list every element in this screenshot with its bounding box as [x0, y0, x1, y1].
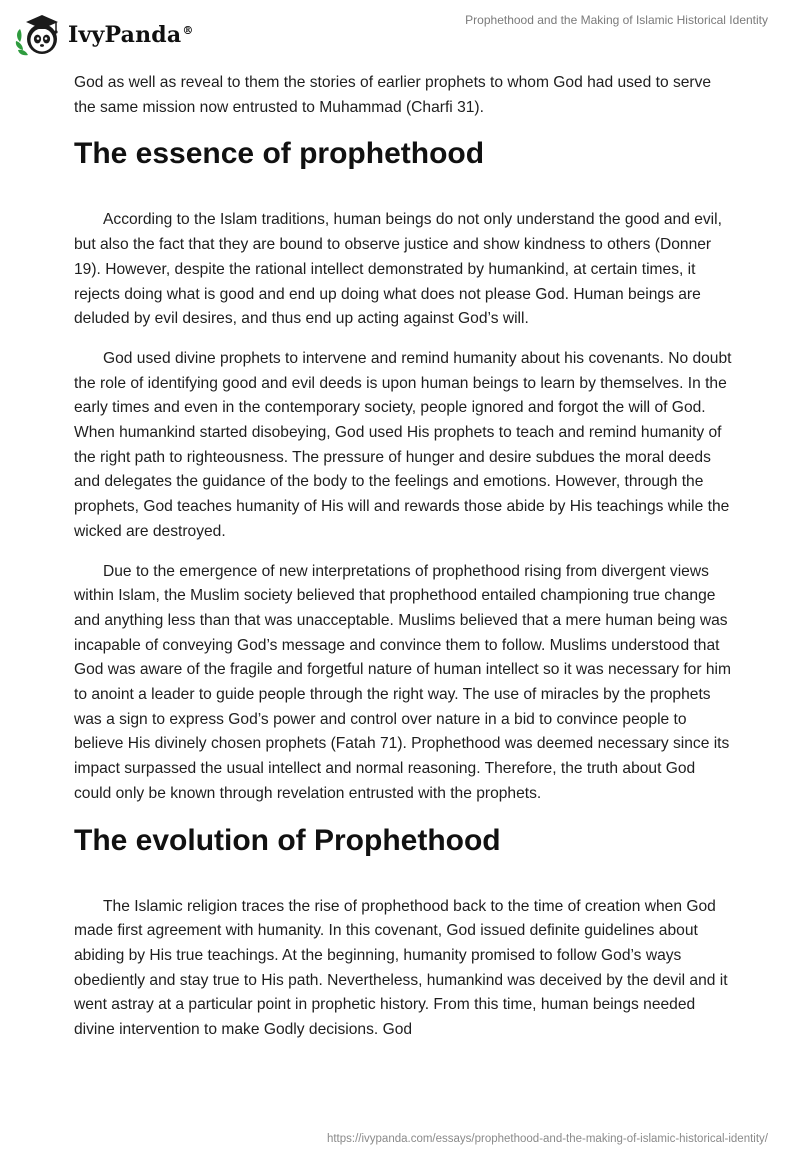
document-title: Prophethood and the Making of Islamic Historical Identity — [465, 13, 768, 27]
paragraph: According to the Islam traditions, human beings do not only understand the good and evil, but also the fact that they are bound to observe justice and show kindness to others (Donner 19). However, despite the rational intellect demonstrated by humankind, at certain times, it rejects doing what is good and end up doing what does not please God. Human beings are deluded by evil desires, and thus end up acting against God’s will. — [74, 211, 722, 328]
ivypanda-logo[interactable] — [14, 12, 194, 58]
essay-content — [74, 71, 734, 1058]
paragraph: Due to the emergence of new interpretations of prophethood rising from divergent views within Islam, the Muslim society believed that prophethood entailed championing true change and anything less than that was unacceptable. Muslims believed that a mere human being was incapable of conveying God’s message and convince them to follow. Muslims understood that God was aware of the fragile and forgetful nature of human intellect so it was necessary for him to anoint a leader to guide people through the right way. The use of miracles by the prophets was a sign to express God’s power and control over nature in a bid to convince people to believe His divinely chosen prophets (Fatah 71). Prophethood was deemed necessary since its impact surpassed the usual intellect and normal reasoning. Therefore, the truth about God could only be known through revelation entrusted with the prophets. — [74, 562, 732, 802]
section-heading-evolution: The evolution of Prophethood — [74, 823, 501, 857]
page-header — [0, 0, 800, 70]
intro-paragraph: God as well as reveal to them the stories of earlier prophets to whom God had used to serve the same mission now entrusted to Muhammad (Charfi 31). — [74, 74, 712, 116]
footer-source-url[interactable]: https://ivypanda.com/essays/prophethood-and-the-making-of-islamic-historical-identity/ — [326, 1133, 768, 1145]
section-heading-essence: The essence of prophethood — [74, 137, 485, 171]
brand-name: IvyPanda® — [68, 22, 194, 48]
panda-graduate-icon — [14, 12, 62, 58]
paragraph: The Islamic religion traces the rise of prophethood back to the time of creation when God made first agreement with humanity. In this covenant, God issued definite guidelines about abiding by His true teachings. At the beginning, humanity promised to follow God’s ways obediently and stay true to His path. Nevertheless, humankind was deceived by the devil and it went astray at a particular point in prophetic history. From this time, human beings needed divine intervention to make Godly decisions. God — [74, 897, 728, 1039]
paragraph: God used divine prophets to intervene and remind humanity about his covenants. No doubt the role of identifying good and evil deeds is upon human beings to learn by themselves. In the early times and even in the contemporary society, people ignored and forgot the will of God. When humankind started disobeying, God used His prophets to teach and remind humanity of the right path to righteousness. The pressure of hunger and desire subdues the moral deeds and delegates the guidance of the body to the feelings and emotions. However, through the prophets, God teaches humanity of His will and rewards those abide by His teachings while the wicked are destroyed. — [74, 349, 732, 540]
